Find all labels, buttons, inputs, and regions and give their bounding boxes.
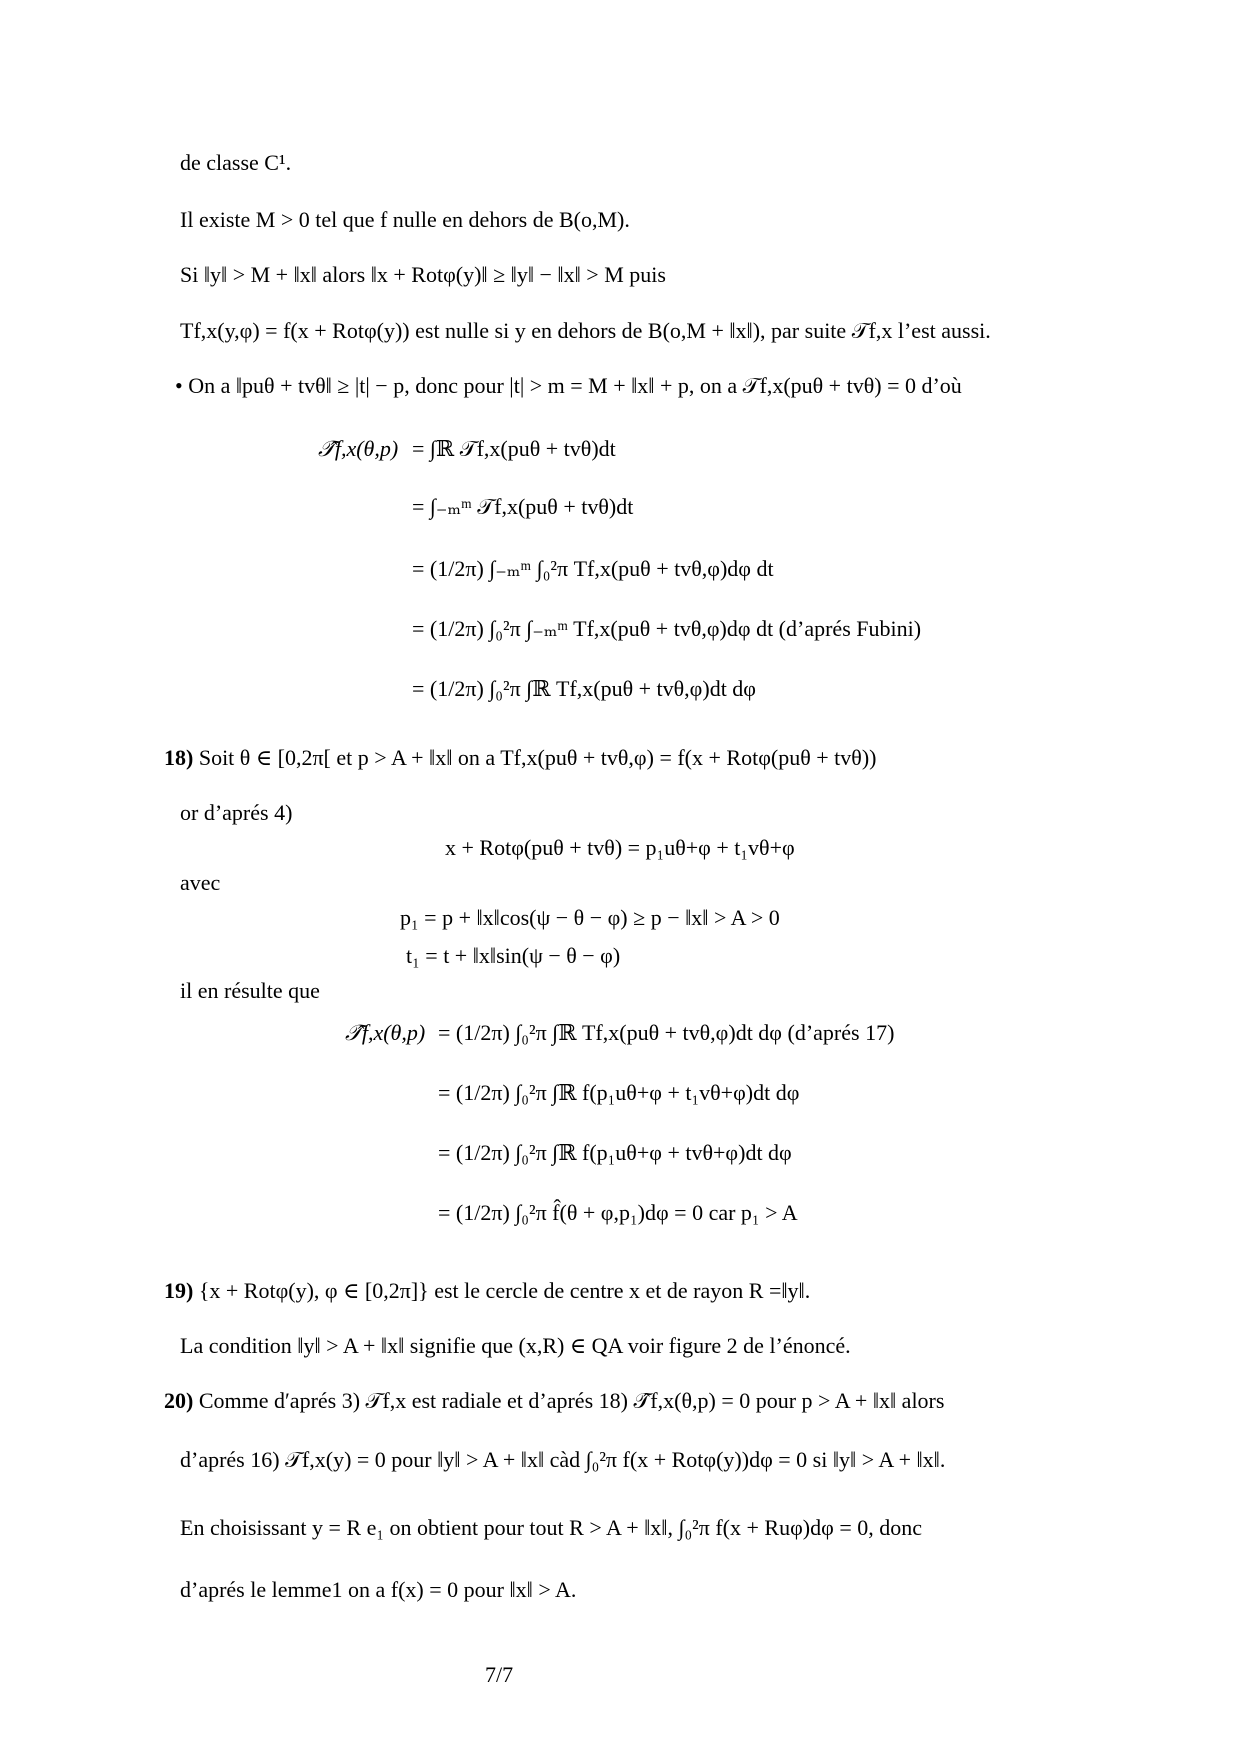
question-18 — [164, 745, 876, 770]
text-line-1: de classe C¹. — [180, 150, 292, 175]
eqA-row-1: = ∫ℝ 𝒯f,x(puθ + tvθ)dt — [412, 436, 616, 461]
eqB-row-1: = (1/2π) ∫₀²π ∫ℝ Tf,x(puθ + tvθ,φ)dt dφ (d’aprés 17) — [438, 1020, 895, 1045]
eqA-row-2: = ∫₋ₘᵐ 𝒯f,x(puθ + tvθ)dt — [412, 494, 634, 519]
question-19-text: {x + Rotφ(y), φ ∈ [0,2π]} est le cercle de centre x et de rayon R =‖y‖. — [198, 1278, 811, 1303]
text-il-en-resulte: il en résulte que — [180, 978, 320, 1003]
text-line-2: Il existe M > 0 tel que f nulle en dehors de B(o,M). — [180, 207, 630, 232]
eqB-row-4: = (1/2π) ∫₀²π f̂(θ + φ,p₁)dφ = 0 car p₁ > A — [438, 1200, 798, 1225]
question-20 — [164, 1388, 944, 1413]
text-line-3: Si ‖y‖ > M + ‖x‖ alors ‖x + Rotφ(y)‖ ≥ ‖y‖ − ‖x‖ > M puis — [180, 262, 666, 287]
text-line-4: Tf,x(y,φ) = f(x + Rotφ(y)) est nulle si y en dehors de B(o,M + ‖x‖), par suite 𝒯f,x l’est aussi. — [180, 318, 991, 343]
question-20-text: Comme d′aprés 3) 𝒯f,x est radiale et d’aprés 18) 𝒯̂f,x(θ,p) = 0 pour p > A + ‖x‖ alors — [198, 1388, 945, 1413]
eqB-lhs: 𝒯̂f,x(θ,p) — [345, 1020, 426, 1045]
eqA-row-5: = (1/2π) ∫₀²π ∫ℝ Tf,x(puθ + tvθ,φ)dt dφ — [412, 676, 757, 701]
eqA-row-3: = (1/2π) ∫₋ₘᵐ ∫₀²π Tf,x(puθ + tvθ,φ)dφ dt — [412, 556, 774, 581]
text-line-20d: d’aprés le lemme1 on a f(x) = 0 pour ‖x‖ > A. — [180, 1577, 577, 1602]
question-19 — [164, 1278, 810, 1303]
p1-equation: p₁ = p + ‖x‖cos(ψ − θ − φ) ≥ p − ‖x‖ > A > 0 — [400, 905, 780, 930]
question-18-number: 18) — [164, 745, 194, 770]
rotation-equation: x + Rotφ(puθ + tvθ) = p₁uθ+φ + t₁vθ+φ — [445, 835, 795, 860]
text-line-20c: En choisissant y = R e₁ on obtient pour tout R > A + ‖x‖, ∫₀²π f(x + Ruφ)dφ = 0, donc — [180, 1515, 922, 1540]
question-18-text: Soit θ ∈ [0,2π[ et p > A + ‖x‖ on a Tf,x(puθ + tvθ,φ) = f(x + Rotφ(puθ + tvθ)) — [198, 745, 877, 770]
eqA-row-4: = (1/2π) ∫₀²π ∫₋ₘᵐ Tf,x(puθ + tvθ,φ)dφ dt (d’aprés Fubini) — [412, 616, 922, 641]
page-number: 7/7 — [485, 1662, 514, 1687]
text-line-20b: d’aprés 16) 𝒯f,x(y) = 0 pour ‖y‖ > A + ‖x‖ càd ∫₀²π f(x + Rotφ(y))dφ = 0 si ‖y‖ > A + ‖x‖. — [180, 1447, 946, 1472]
eqB-row-2: = (1/2π) ∫₀²π ∫ℝ f(p₁uθ+φ + t₁vθ+φ)dt dφ — [438, 1080, 800, 1105]
question-20-number: 20) — [164, 1388, 194, 1413]
eqB-row-3: = (1/2π) ∫₀²π ∫ℝ f(p₁uθ+φ + tvθ+φ)dt dφ — [438, 1140, 792, 1165]
text-or-4: or d’aprés 4) — [180, 800, 293, 825]
t1-equation: t₁ = t + ‖x‖sin(ψ − θ − φ) — [406, 943, 621, 968]
question-19-number: 19) — [164, 1278, 194, 1303]
text-avec: avec — [180, 870, 221, 895]
text-line-5: • On a ‖puθ + tvθ‖ ≥ |t| − p, donc pour |t| > m = M + ‖x‖ + p, on a 𝒯f,x(puθ + tvθ) = 0 d’où — [175, 373, 962, 398]
eqA-lhs: 𝒯̂f,x(θ,p) — [318, 436, 399, 461]
text-condition: La condition ‖y‖ > A + ‖x‖ signifie que (x,R) ∈ QA voir figure 2 de l’énoncé. — [180, 1333, 851, 1358]
